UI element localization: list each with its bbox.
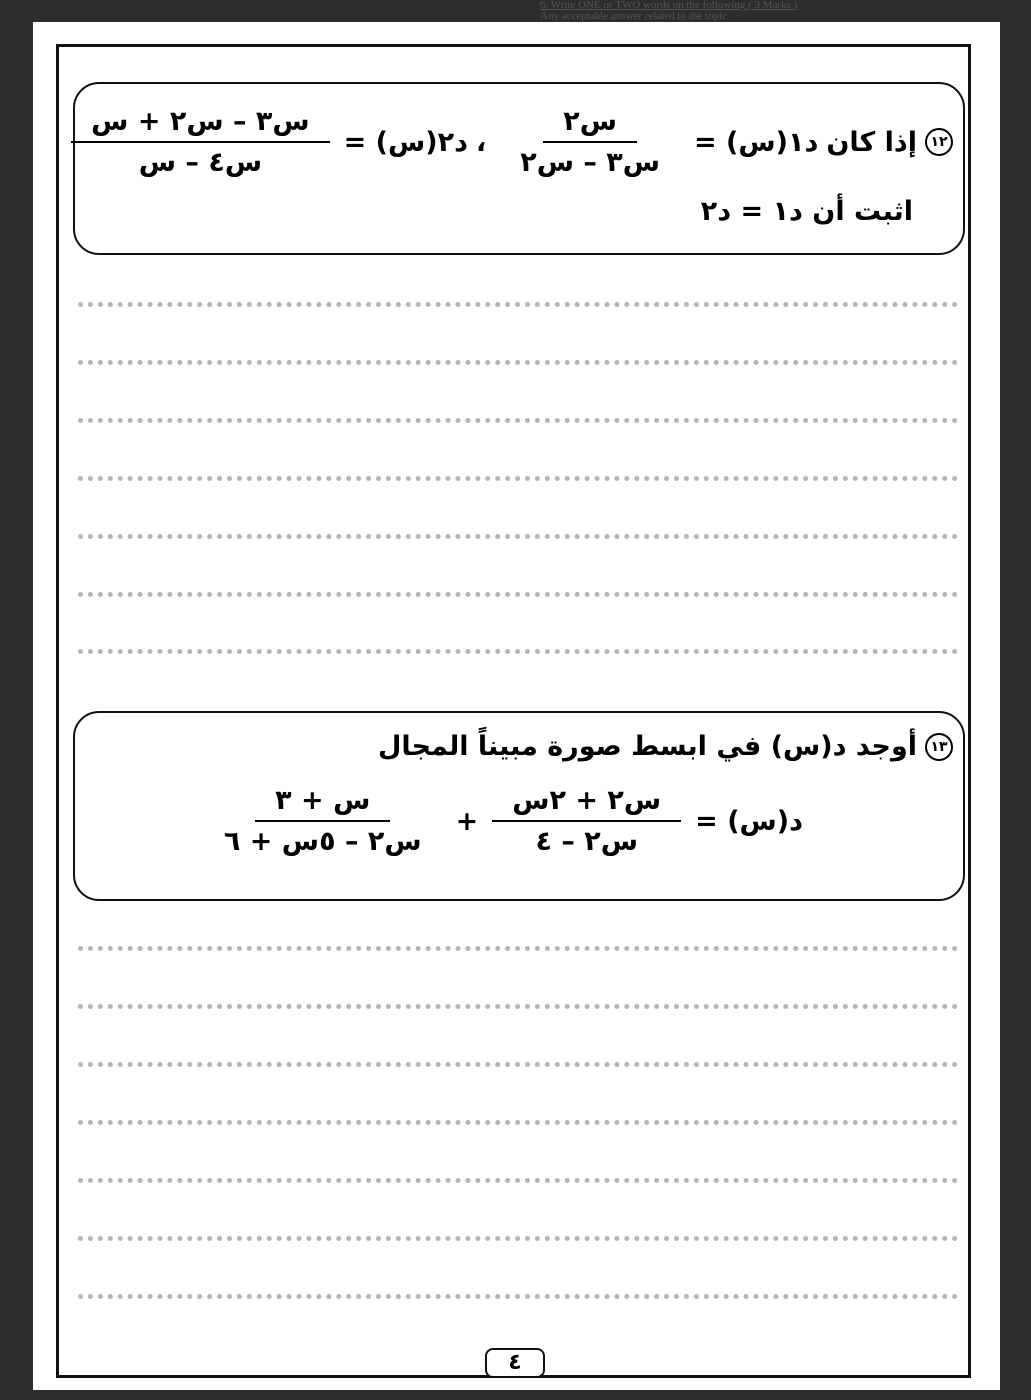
numerator: س٢ + ٢س bbox=[492, 785, 681, 822]
fraction-f1 bbox=[500, 106, 680, 178]
answer-line bbox=[78, 592, 958, 597]
answer-line bbox=[78, 946, 958, 951]
plus-sign: + bbox=[455, 805, 479, 837]
fraction-b bbox=[204, 785, 442, 857]
question-12-box bbox=[73, 82, 965, 255]
denominator: س٢ – ٥س + ٦ bbox=[223, 826, 422, 857]
answer-line bbox=[78, 534, 958, 539]
numerator: س٢ bbox=[543, 106, 637, 143]
function-label: د٢(س) = bbox=[343, 126, 468, 158]
separator: ، bbox=[475, 126, 487, 158]
numerator: س + ٣ bbox=[255, 785, 390, 822]
answer-line bbox=[78, 649, 958, 654]
fraction-f2 bbox=[71, 106, 329, 178]
function-label: د(س) = bbox=[695, 805, 803, 837]
answer-line bbox=[78, 1178, 958, 1183]
worksheet-page bbox=[33, 22, 1000, 1390]
question-number: ١٢ bbox=[925, 128, 953, 156]
denominator: س٤ – س bbox=[138, 147, 263, 178]
answer-line bbox=[78, 1294, 958, 1299]
denominator: س٣ – س٢ bbox=[520, 147, 661, 178]
numerator: س٣ – س٢ + س bbox=[71, 106, 329, 143]
fraction-a bbox=[492, 785, 681, 857]
background-line: Any acceptable answer related to the topic bbox=[540, 10, 727, 22]
page-number: ٤ bbox=[485, 1348, 545, 1378]
background-line: 6. Write ONE or TWO words on the following ( 3 Marks ) bbox=[540, 0, 798, 11]
question-13-box bbox=[73, 711, 965, 901]
answer-line bbox=[78, 476, 958, 481]
prove-statement: اثبت أن د١ = د٢ bbox=[700, 196, 913, 227]
answer-line bbox=[78, 302, 958, 307]
question-text: إذا كان bbox=[826, 126, 917, 158]
denominator: س٢ – ٤ bbox=[535, 826, 638, 857]
function-label: د١(س) = bbox=[694, 126, 819, 158]
answer-line bbox=[78, 1004, 958, 1009]
answer-line bbox=[78, 360, 958, 365]
answer-line bbox=[78, 1062, 958, 1067]
answer-line bbox=[78, 418, 958, 423]
answer-line bbox=[78, 1236, 958, 1241]
answer-line bbox=[78, 1120, 958, 1125]
question-number: ١٣ bbox=[925, 733, 953, 761]
background-document-text bbox=[540, 0, 797, 22]
question-text: أوجد د(س) في ابسط صورة مبيناً المجال bbox=[378, 731, 917, 762]
